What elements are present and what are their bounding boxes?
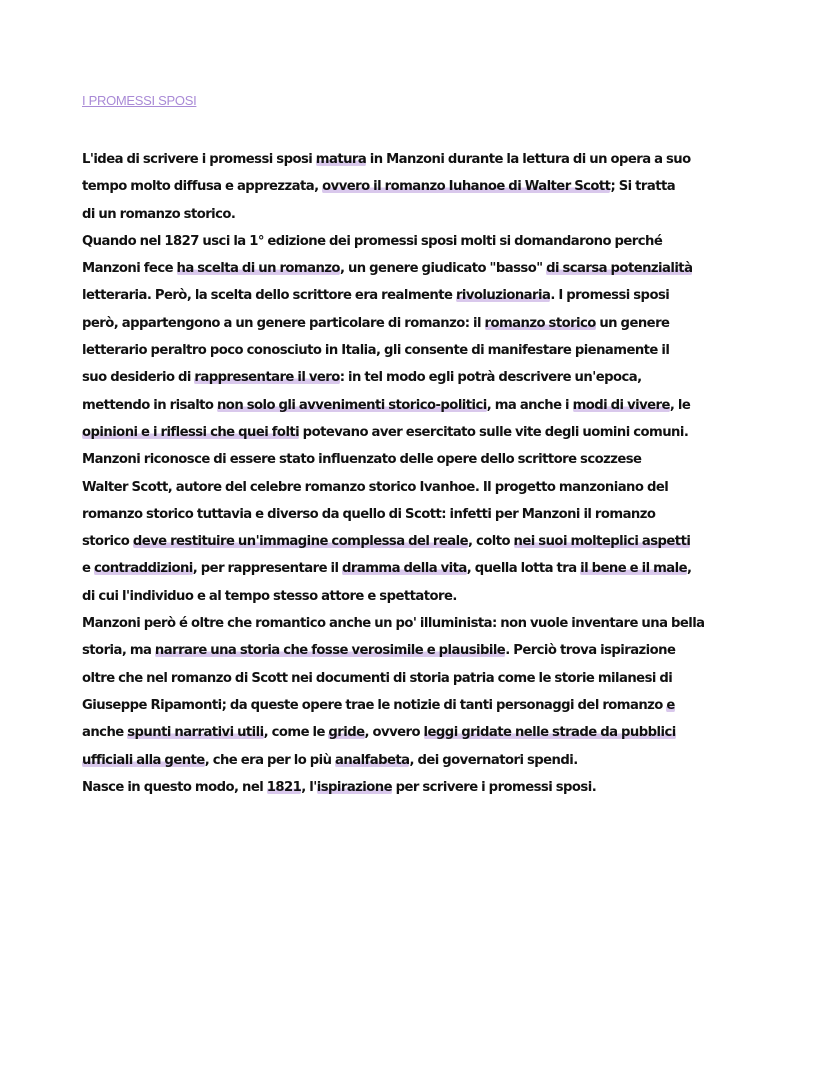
text-segment: storia, ma bbox=[82, 643, 155, 659]
text-segment: , come le bbox=[263, 725, 329, 741]
highlighted-text: opinioni e i riflessi che quei folti bbox=[82, 424, 300, 440]
text-segment: un genere bbox=[595, 315, 670, 331]
text-line bbox=[82, 173, 747, 200]
text-segment: romanzo storico tuttavia e diverso da quello di Scott: infetti per Manzoni il romanzo bbox=[82, 506, 656, 522]
text-segment: , quella lotta tra bbox=[466, 561, 581, 577]
text-line bbox=[82, 501, 747, 528]
highlighted-text: di scarsa potenzialità bbox=[546, 261, 693, 277]
text-segment: però, appartengono a un genere particolare di romanzo: il bbox=[82, 315, 485, 331]
highlighted-text: narrare una storia che fosse verosimile e plausibile bbox=[154, 643, 506, 659]
text-segment: , colto bbox=[467, 534, 514, 550]
highlighted-text: ispirazione bbox=[316, 779, 393, 795]
text-segment: in Manzoni durante la lettura di un opera a suo bbox=[366, 152, 691, 167]
text-line bbox=[82, 310, 747, 337]
text-segment: , dei governatori spendi. bbox=[409, 752, 578, 768]
highlighted-text: e bbox=[666, 697, 675, 713]
text-line bbox=[82, 528, 747, 555]
highlighted-text: spunti narrativi utili bbox=[127, 725, 264, 741]
highlighted-text: dramma della vita bbox=[342, 561, 467, 577]
document-body bbox=[82, 146, 747, 801]
text-segment: ; Si tratta bbox=[610, 179, 676, 195]
text-line bbox=[82, 583, 747, 610]
text-segment: potevano aver esercitato sulle vite degli uomini comuni. bbox=[299, 424, 689, 440]
text-segment: letteraria. Però, la scelta dello scrittore era realmente bbox=[82, 288, 456, 304]
text-line bbox=[82, 610, 747, 637]
text-segment: . I promessi sposi bbox=[550, 288, 670, 304]
text-segment: Walter Scott, autore del celebre romanzo storico Ivanhoe. Il progetto manzoniano del bbox=[82, 479, 669, 495]
text-line bbox=[82, 747, 747, 774]
highlighted-text: non solo gli avvenimenti storico-politici bbox=[216, 397, 487, 413]
text-segment: Nasce in questo modo, nel bbox=[82, 779, 267, 795]
text-segment: Manzoni però é oltre che romantico anche un po' illuminista: non vuole inventare una bella bbox=[82, 616, 705, 632]
text-segment: di un romanzo storico. bbox=[82, 206, 236, 222]
highlighted-text: contraddizioni bbox=[93, 561, 193, 577]
text-segment: L'idea di scrivere i promessi sposi bbox=[82, 152, 316, 167]
highlighted-text: modi di vivere bbox=[572, 397, 670, 413]
text-segment: Giuseppe Ripamonti; da queste opere trae le notizie di tanti personaggi del romanzo bbox=[82, 697, 667, 713]
highlighted-text: rivoluzionaria bbox=[455, 288, 551, 304]
text-segment: tempo molto diffusa e apprezzata, bbox=[82, 179, 323, 195]
text-line bbox=[82, 255, 747, 282]
text-segment: Quando nel 1827 usci la 1° edizione dei promessi sposi molti si domandarono perché bbox=[82, 233, 663, 249]
text-segment: , ma anche i bbox=[486, 397, 573, 413]
text-line bbox=[82, 146, 747, 173]
text-line bbox=[82, 392, 747, 419]
text-line bbox=[82, 364, 747, 391]
text-segment: , un genere giudicato "basso" bbox=[339, 261, 547, 277]
text-line bbox=[82, 692, 747, 719]
text-segment: anche bbox=[82, 725, 128, 741]
text-segment: , ovvero bbox=[364, 725, 424, 741]
text-segment: Manzoni fece bbox=[82, 261, 177, 277]
text-line bbox=[82, 555, 747, 582]
highlighted-text: nei suoi molteplici aspetti bbox=[513, 534, 691, 550]
text-line bbox=[82, 446, 747, 473]
text-segment: e bbox=[82, 561, 94, 577]
text-segment: Manzoni riconosce di essere stato influenzato delle opere dello scrittore scozzese bbox=[82, 452, 642, 468]
text-segment: oltre che nel romanzo di Scott nei documenti di storia patria come le storie milanesi di bbox=[82, 670, 673, 686]
highlighted-text: il bene e il male bbox=[580, 561, 688, 577]
text-line bbox=[82, 665, 747, 692]
text-line bbox=[82, 201, 747, 228]
highlighted-text: 1821 bbox=[266, 779, 302, 795]
document-title: I PROMESSI SPOSI bbox=[82, 93, 197, 108]
text-line bbox=[82, 719, 747, 746]
text-line bbox=[82, 774, 747, 801]
text-segment: suo desiderio di bbox=[82, 370, 195, 386]
text-segment: letterario peraltro poco conosciuto in Italia, gli consente di manifestare pienamente il bbox=[82, 343, 670, 359]
text-segment: , le bbox=[669, 397, 691, 413]
text-segment: mettendo in risalto bbox=[82, 397, 217, 413]
highlighted-text: leggi gridate nelle strade da pubblici bbox=[423, 725, 676, 741]
highlighted-text: rappresentare il vero bbox=[194, 370, 340, 386]
highlighted-text: ovvero il romanzo Iuhanoe di Walter Scott bbox=[322, 179, 611, 195]
text-segment: , bbox=[687, 561, 692, 577]
highlighted-text: ufficiali alla gente bbox=[82, 752, 205, 768]
text-segment: , per rappresentare il bbox=[192, 561, 342, 577]
text-line bbox=[82, 282, 747, 309]
text-line bbox=[82, 474, 747, 501]
highlighted-text: romanzo storico bbox=[484, 315, 596, 331]
highlighted-text: matura bbox=[315, 152, 367, 167]
text-line bbox=[82, 337, 747, 364]
text-segment: . Perciò trova ispirazione bbox=[505, 643, 676, 659]
text-segment: , l' bbox=[301, 779, 317, 795]
text-segment: per scrivere i promessi sposi. bbox=[392, 779, 597, 795]
highlighted-text: deve restituire un'immagine complessa del reale bbox=[132, 534, 468, 550]
highlighted-text: analfabeta bbox=[335, 752, 410, 768]
text-segment: storico bbox=[82, 534, 133, 550]
text-segment: : in tel modo egli potrà descrivere un'epoca, bbox=[339, 370, 642, 386]
text-line bbox=[82, 637, 747, 664]
highlighted-text: gride bbox=[328, 725, 365, 741]
text-line bbox=[82, 228, 747, 255]
highlighted-text: ha scelta di un romanzo bbox=[176, 261, 340, 277]
text-segment: di cui l'individuo e al tempo stesso attore e spettatore. bbox=[82, 588, 457, 604]
text-segment: , che era per lo più bbox=[204, 752, 336, 768]
text-line bbox=[82, 419, 747, 446]
